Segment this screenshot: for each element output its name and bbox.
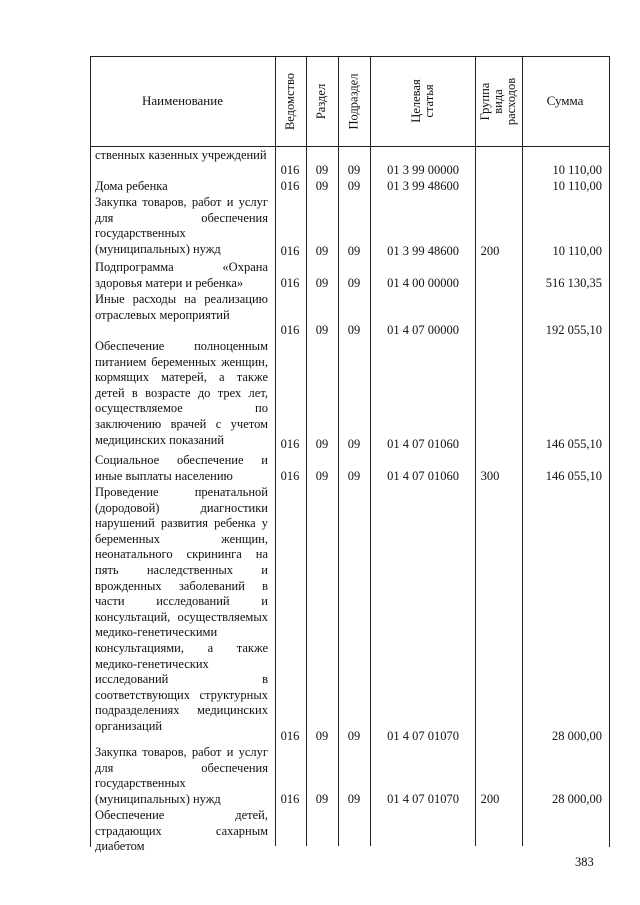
header-ved xyxy=(275,56,306,146)
row-summa: 146 055,10 xyxy=(545,437,602,451)
row-podrazdel: 09 xyxy=(347,792,361,806)
row-podrazdel: 09 xyxy=(347,179,361,193)
row-razdel: 09 xyxy=(315,469,329,483)
header-gruppa xyxy=(475,56,522,146)
row-ved: 016 xyxy=(280,437,300,451)
header-name: Наименование xyxy=(142,93,223,108)
row-summa: 516 130,35 xyxy=(545,276,602,290)
row-celevaya: 01 3 99 48600 xyxy=(387,244,459,258)
page-number: 383 xyxy=(575,855,594,869)
row-celevaya: 01 4 07 01070 xyxy=(387,792,459,806)
row-razdel: 09 xyxy=(315,179,329,193)
row-name: Обеспечение полноценным питанием беременных женщин, кормящих матерей, а также детей в возрасте до трех лет, осуществляемое по заключению врачей с учетом медицинских показаний xyxy=(95,339,268,447)
header-ved-label: Ведомство xyxy=(283,72,297,130)
row-podrazdel: 09 xyxy=(347,729,361,743)
row-podrazdel: 09 xyxy=(347,469,361,483)
row-gruppa: 300 xyxy=(480,469,500,483)
header-celevaya-label: Целевая статья xyxy=(408,79,436,123)
header-razdel-label: Раздел xyxy=(314,83,329,119)
header-divider xyxy=(90,146,609,147)
row-summa: 146 055,10 xyxy=(545,469,602,483)
row-celevaya: 01 4 07 01070 xyxy=(387,729,459,743)
row-gruppa: 200 xyxy=(480,244,500,258)
row-podrazdel: 09 xyxy=(347,323,361,337)
row-name: Закупка товаров, работ и услуг для обеспечения государственных (муниципальных) нужд xyxy=(95,745,268,806)
row-celevaya: 01 4 07 01060 xyxy=(387,437,459,451)
row-name: Подпрограмма «Охрана здоровья матери и ребенка» xyxy=(95,260,268,290)
row-razdel: 09 xyxy=(315,276,329,290)
row-ved: 016 xyxy=(280,276,300,290)
row-summa: 28 000,00 xyxy=(552,729,602,743)
header-razdel xyxy=(306,56,338,146)
row-celevaya: 01 4 07 00000 xyxy=(387,323,459,337)
row-ved: 016 xyxy=(280,729,300,743)
row-razdel: 09 xyxy=(315,437,329,451)
header-podrazdel xyxy=(338,56,370,146)
header-summa: Сумма xyxy=(546,93,584,108)
row-razdel: 09 xyxy=(315,244,329,258)
row-summa: 10 110,00 xyxy=(552,179,602,193)
header-podrazdel-label: Подраздел xyxy=(346,73,361,129)
row-ved: 016 xyxy=(280,179,300,193)
row-celevaya: 01 3 99 00000 xyxy=(387,163,459,177)
row-ved: 016 xyxy=(280,469,300,483)
row-name: Иные расходы на реализацию отраслевых мероприятий xyxy=(95,292,268,322)
row-razdel: 09 xyxy=(315,323,329,337)
row-razdel: 09 xyxy=(315,163,329,177)
header-celevaya xyxy=(370,56,475,146)
row-summa: 192 055,10 xyxy=(545,323,602,337)
row-ved: 016 xyxy=(280,323,300,337)
row-gruppa: 200 xyxy=(480,792,500,806)
row-name: Социальное обеспечение и иные выплаты населению xyxy=(95,453,268,483)
row-name: ственных казенных учреждений xyxy=(95,148,267,162)
header-gruppa-label: Группа вида расходов xyxy=(478,77,519,125)
row-celevaya: 01 3 99 48600 xyxy=(387,179,459,193)
row-name: Дома ребенка xyxy=(95,179,168,193)
row-celevaya: 01 4 00 00000 xyxy=(387,276,459,290)
row-ved: 016 xyxy=(280,163,300,177)
row-celevaya: 01 4 07 01060 xyxy=(387,469,459,483)
row-name: Закупка товаров, работ и услуг для обеспечения государственных (муниципальных) нужд xyxy=(95,195,268,256)
row-ved: 016 xyxy=(280,244,300,258)
row-name: Обеспечение детей, страдающих сахарным диабетом xyxy=(95,808,268,854)
row-summa: 28 000,00 xyxy=(552,792,602,806)
row-summa: 10 110,00 xyxy=(552,163,602,177)
row-razdel: 09 xyxy=(315,792,329,806)
row-podrazdel: 09 xyxy=(347,163,361,177)
row-name: Проведение пренатальной (дородовой) диагностики нарушений развития ребенка у беременных женщин, неонатального скрининга на пять наследственных и врожденных заболеваний в части исследований и консультаций, осуществляемых медико-генетическими консультациями, а также медико-генетических исследований в соответствующих структурных подразделениях медицинских организаций xyxy=(95,485,268,733)
row-podrazdel: 09 xyxy=(347,276,361,290)
row-razdel: 09 xyxy=(315,729,329,743)
row-ved: 016 xyxy=(280,792,300,806)
row-podrazdel: 09 xyxy=(347,244,361,258)
row-podrazdel: 09 xyxy=(347,437,361,451)
row-summa: 10 110,00 xyxy=(552,244,602,258)
